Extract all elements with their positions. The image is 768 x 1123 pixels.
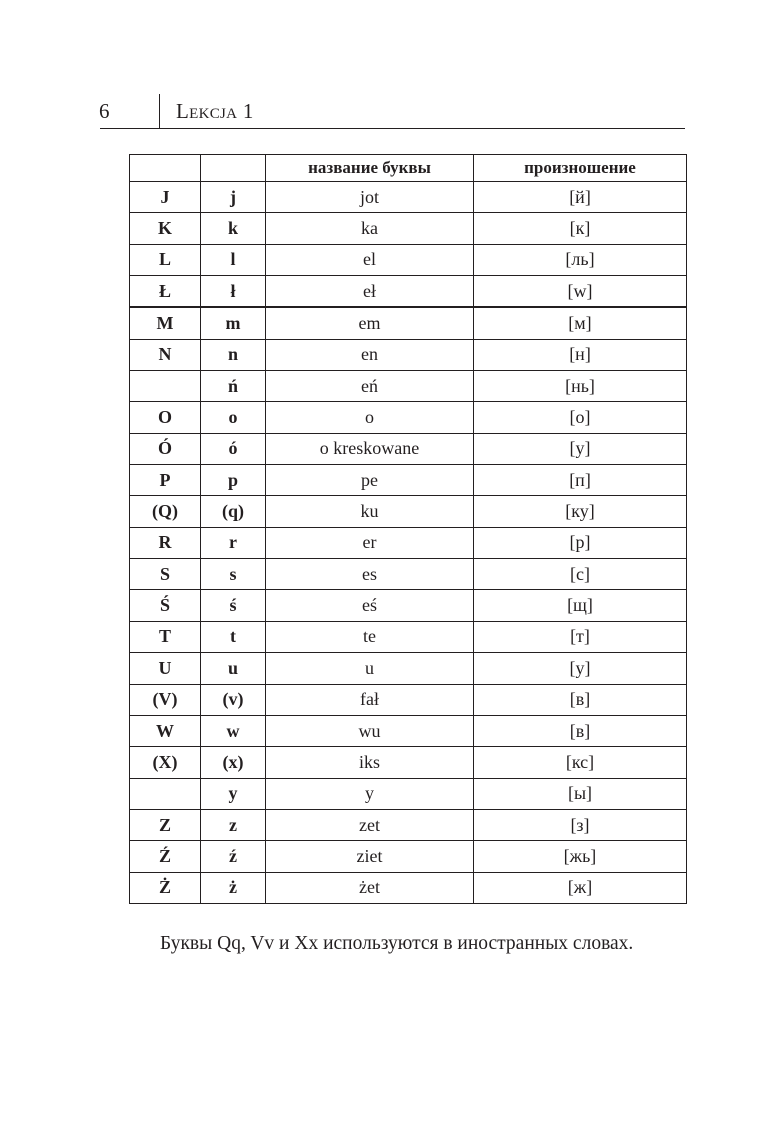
lowercase-letter: k bbox=[201, 213, 266, 244]
uppercase-letter: S bbox=[130, 559, 201, 590]
uppercase-letter: P bbox=[130, 465, 201, 496]
pronunciation: [ж] bbox=[474, 872, 687, 903]
lowercase-letter: r bbox=[201, 527, 266, 558]
lowercase-letter: m bbox=[201, 307, 266, 339]
lowercase-letter: s bbox=[201, 559, 266, 590]
lowercase-letter: ó bbox=[201, 433, 266, 464]
uppercase-letter: M bbox=[130, 307, 201, 339]
uppercase-letter: J bbox=[130, 182, 201, 213]
pronunciation: [в] bbox=[474, 715, 687, 746]
pronunciation: [ль] bbox=[474, 244, 687, 275]
pronunciation: [н] bbox=[474, 339, 687, 370]
lowercase-letter: ż bbox=[201, 872, 266, 903]
alphabet-table bbox=[129, 154, 687, 904]
letter-name: ziet bbox=[266, 841, 474, 872]
table-row bbox=[130, 213, 687, 244]
chapter-title: Lekcja 1 bbox=[176, 99, 254, 123]
uppercase-letter: W bbox=[130, 715, 201, 746]
pronunciation: [кс] bbox=[474, 747, 687, 778]
table-row bbox=[130, 527, 687, 558]
table-row bbox=[130, 653, 687, 684]
uppercase-letter: U bbox=[130, 653, 201, 684]
note-paragraph: Буквы Qq, Vv и Xx используются в иностранных словах. bbox=[160, 933, 634, 954]
pronunciation: [у] bbox=[474, 433, 687, 464]
letter-name: er bbox=[266, 527, 474, 558]
table-header-row bbox=[130, 155, 687, 182]
uppercase-letter: (X) bbox=[130, 747, 201, 778]
uppercase-letter: Ż bbox=[130, 872, 201, 903]
lowercase-letter: y bbox=[201, 778, 266, 809]
table-row bbox=[130, 872, 687, 903]
table-row bbox=[130, 684, 687, 715]
pronunciation: [р] bbox=[474, 527, 687, 558]
lowercase-letter: l bbox=[201, 244, 266, 275]
uppercase-letter: K bbox=[130, 213, 201, 244]
table-row bbox=[130, 307, 687, 339]
lowercase-letter: t bbox=[201, 621, 266, 652]
table-row bbox=[130, 244, 687, 275]
uppercase-letter bbox=[130, 778, 201, 809]
table-row bbox=[130, 276, 687, 308]
letter-name: el bbox=[266, 244, 474, 275]
lowercase-letter: ń bbox=[201, 371, 266, 402]
letter-name: te bbox=[266, 621, 474, 652]
uppercase-letter: Ś bbox=[130, 590, 201, 621]
lowercase-letter: w bbox=[201, 715, 266, 746]
letter-name: ku bbox=[266, 496, 474, 527]
pronunciation: [ку] bbox=[474, 496, 687, 527]
table-row bbox=[130, 559, 687, 590]
uppercase-letter bbox=[130, 371, 201, 402]
pronunciation: [с] bbox=[474, 559, 687, 590]
pronunciation: [в] bbox=[474, 684, 687, 715]
pronunciation: [жь] bbox=[474, 841, 687, 872]
lowercase-letter: z bbox=[201, 809, 266, 840]
column-header bbox=[201, 155, 266, 182]
page-number: 6 bbox=[99, 99, 110, 123]
table-row bbox=[130, 371, 687, 402]
uppercase-letter: O bbox=[130, 402, 201, 433]
letter-name: em bbox=[266, 307, 474, 339]
letter-name: fał bbox=[266, 684, 474, 715]
lowercase-letter: p bbox=[201, 465, 266, 496]
header-rule bbox=[100, 128, 685, 129]
pronunciation: [п] bbox=[474, 465, 687, 496]
letter-name: eł bbox=[266, 276, 474, 308]
lowercase-letter: (x) bbox=[201, 747, 266, 778]
lowercase-letter: j bbox=[201, 182, 266, 213]
letter-name: ka bbox=[266, 213, 474, 244]
uppercase-letter: (V) bbox=[130, 684, 201, 715]
column-header bbox=[130, 155, 201, 182]
table-row bbox=[130, 590, 687, 621]
pronunciation: [з] bbox=[474, 809, 687, 840]
pronunciation: [к] bbox=[474, 213, 687, 244]
uppercase-letter: Ł bbox=[130, 276, 201, 308]
table-row bbox=[130, 747, 687, 778]
uppercase-letter: L bbox=[130, 244, 201, 275]
lowercase-letter: (q) bbox=[201, 496, 266, 527]
table-row bbox=[130, 465, 687, 496]
letter-name: żet bbox=[266, 872, 474, 903]
letter-name: es bbox=[266, 559, 474, 590]
uppercase-letter: T bbox=[130, 621, 201, 652]
uppercase-letter: Z bbox=[130, 809, 201, 840]
letter-name: zet bbox=[266, 809, 474, 840]
letter-name: eś bbox=[266, 590, 474, 621]
table-row bbox=[130, 841, 687, 872]
pronunciation: [й] bbox=[474, 182, 687, 213]
uppercase-letter: N bbox=[130, 339, 201, 370]
letter-name: o bbox=[266, 402, 474, 433]
pronunciation: [о] bbox=[474, 402, 687, 433]
letter-name: en bbox=[266, 339, 474, 370]
letter-name: wu bbox=[266, 715, 474, 746]
letter-name: u bbox=[266, 653, 474, 684]
pronunciation: [щ] bbox=[474, 590, 687, 621]
pronunciation: [w] bbox=[474, 276, 687, 308]
table-row bbox=[130, 715, 687, 746]
column-header-pronunciation: произношение bbox=[474, 155, 687, 182]
uppercase-letter: Ź bbox=[130, 841, 201, 872]
pronunciation: [м] bbox=[474, 307, 687, 339]
lowercase-letter: ł bbox=[201, 276, 266, 308]
pronunciation: [нь] bbox=[474, 371, 687, 402]
uppercase-letter: R bbox=[130, 527, 201, 558]
lowercase-letter: n bbox=[201, 339, 266, 370]
letter-name: pe bbox=[266, 465, 474, 496]
table-row bbox=[130, 433, 687, 464]
pronunciation: [ы] bbox=[474, 778, 687, 809]
table-row bbox=[130, 182, 687, 213]
pronunciation: [у] bbox=[474, 653, 687, 684]
table-row bbox=[130, 402, 687, 433]
table-row bbox=[130, 809, 687, 840]
header-divider bbox=[159, 94, 160, 128]
table-row bbox=[130, 621, 687, 652]
uppercase-letter: (Q) bbox=[130, 496, 201, 527]
pronunciation: [т] bbox=[474, 621, 687, 652]
letter-name: iks bbox=[266, 747, 474, 778]
letter-name: y bbox=[266, 778, 474, 809]
lowercase-letter: u bbox=[201, 653, 266, 684]
uppercase-letter: Ó bbox=[130, 433, 201, 464]
table-row bbox=[130, 496, 687, 527]
lowercase-letter: (v) bbox=[201, 684, 266, 715]
table-row bbox=[130, 778, 687, 809]
table-row bbox=[130, 339, 687, 370]
column-header-letter-name: название буквы bbox=[266, 155, 474, 182]
lowercase-letter: ś bbox=[201, 590, 266, 621]
letter-name: eń bbox=[266, 371, 474, 402]
letter-name: jot bbox=[266, 182, 474, 213]
lowercase-letter: ź bbox=[201, 841, 266, 872]
lowercase-letter: o bbox=[201, 402, 266, 433]
letter-name: o kreskowane bbox=[266, 433, 474, 464]
